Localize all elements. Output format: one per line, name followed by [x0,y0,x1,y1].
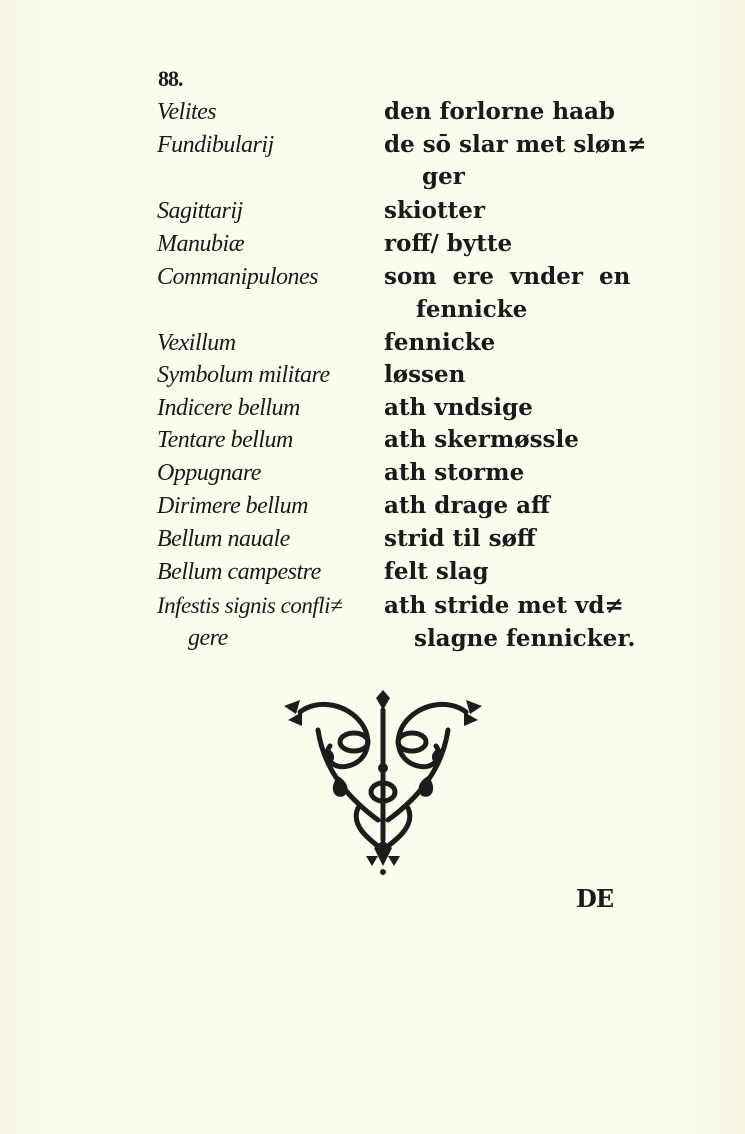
danish-gloss: ath skermøssle [384,426,579,453]
latin-term: Manubiæ [157,231,245,257]
latin-term: Oppugnare [157,460,261,486]
danish-gloss: den forlorne haab [384,98,615,125]
danish-gloss-continuation: ger [422,163,465,190]
danish-gloss: strid til søff [384,525,536,552]
danish-gloss: ath drage aff [384,492,550,519]
danish-gloss: løssen [384,361,466,388]
danish-gloss: felt slag [384,558,489,585]
fleuron-ornament-icon [278,690,488,875]
latin-term: Bellum nauale [157,526,290,552]
latin-term: Indicere bellum [157,395,300,421]
catchword: DE [576,884,614,913]
danish-gloss: de sō slar met sløn≠ [384,131,647,158]
latin-term: Velites [157,99,217,125]
latin-term: Commanipulones [157,264,318,290]
danish-gloss: ath vndsige [384,394,533,421]
latin-term: Fundibularij [157,132,274,158]
danish-gloss-continuation: slagne fennicker. [414,625,636,652]
latin-term: Sagittarij [157,198,243,224]
page-number: 88. [158,66,183,91]
danish-gloss: som ere vnder en [384,263,631,290]
latin-term: Symbolum militare [157,362,330,388]
danish-gloss: fennicke [384,329,496,356]
latin-term: Dirimere bellum [157,493,308,519]
danish-gloss: skiotter [384,197,485,224]
danish-gloss: roff/ bytte [384,230,513,257]
latin-term: Infestis signis confli≠ [157,593,343,618]
latin-term-continuation: gere [188,625,228,651]
danish-gloss: ath storme [384,459,525,486]
latin-term: Vexillum [157,330,236,356]
danish-gloss-continuation: fennicke [416,296,528,323]
latin-term: Bellum campestre [157,559,321,585]
danish-gloss: ath stride met vd≠ [384,592,624,619]
latin-term: Tentare bellum [157,427,293,453]
